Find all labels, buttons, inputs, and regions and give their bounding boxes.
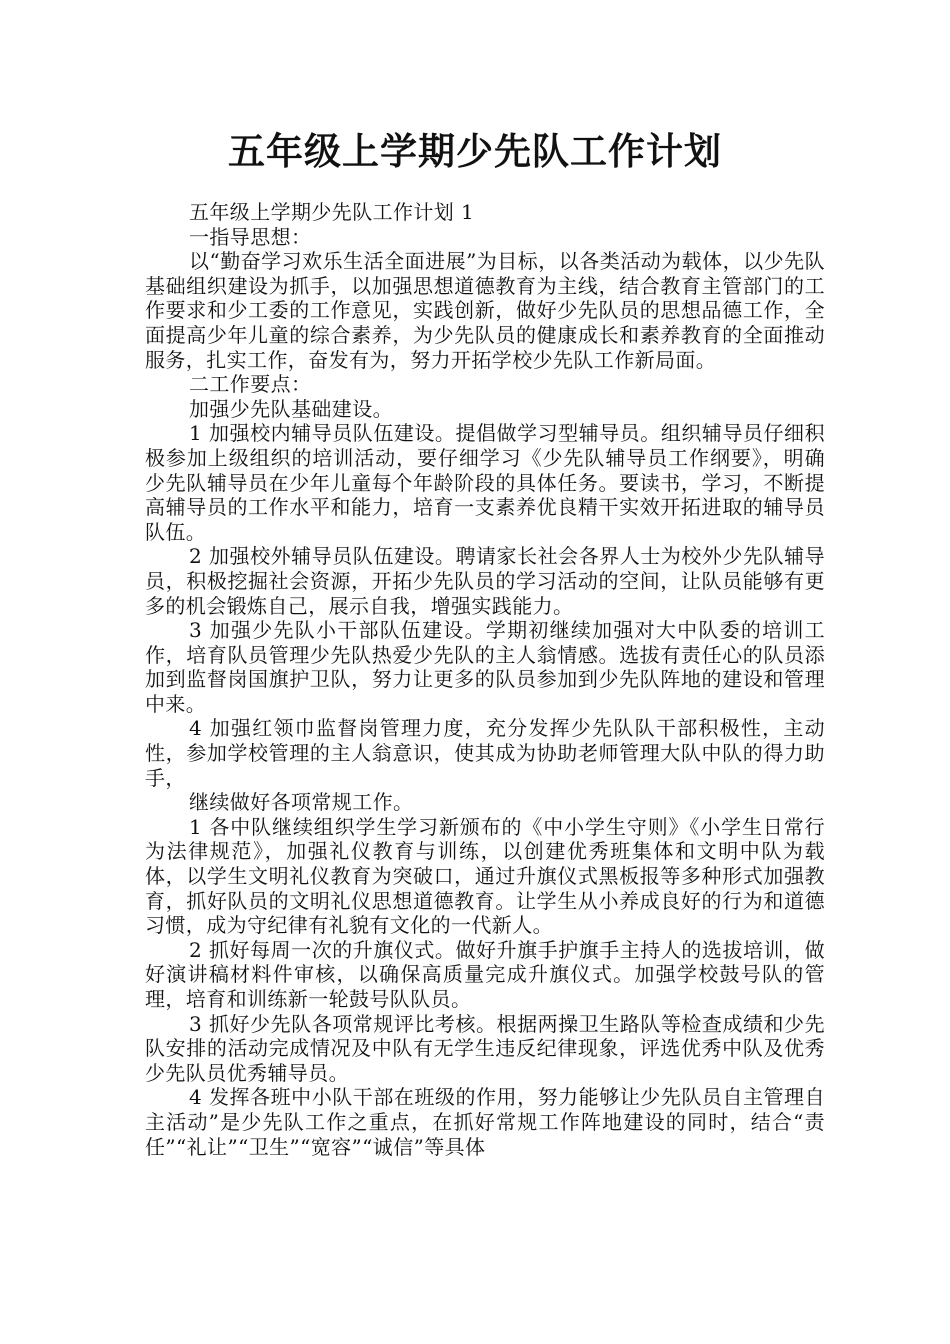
paragraph-guiding-ideology-text: 以“勤奋学习欢乐生活全面进展”为目标，以各类活动为载体，以少先队基础组织建设为抓手，以加强思想道德教育为主线，结合教育主管部门的工作要求和少工委的工作意见，实践创新，做好少先队员的思想品德工作，全面提高少年儿童的综合素养，为少先队员的健康成长和素养教育的全面推动服务，扎实工作，奋发有为，努力开拓学校少先队工作新局面。 <box>145 249 825 372</box>
paragraph-item-2-external-counselors: 2 加强校外辅导员队伍建设。聘请家长社会各界人士为校外少先队辅导员，积极挖掘社会资源，开拓少先队员的学习活动的空间，让队员能够有更多的机会锻炼自己，展示自我，增强实践能力。 <box>145 544 825 618</box>
paragraph-heading-plan-1: 五年级上学期少先队工作计划 1 <box>189 200 475 224</box>
paragraph-routine-item-1-code-of-conduct: 1 各中队继续组织学生学习新颁布的《中小学生守则》《小学生日常行为法律规范》，加强礼仪教育与训练，以创建优秀班集体和文明中队为载体，以学生文明礼仪教育为突破口，通过升旗仪式黑板报等多种形式加强教育，抓好队员的文明礼仪思想道德教育。让学生从小养成良好的行为和道德习惯，成为守纪律有礼貌有文化的一代新人。 <box>145 814 825 938</box>
paragraph-item-3-student-cadres: 3 加强少先队小干部队伍建设。学期初继续加强对大中队委的培训工作，培育队员管理少先队热爱少先队的主人翁情感。选拔有责任心的队员添加到监督岗国旗护卫队，努力让更多的队员参加到少先队阵地的建设和管理中来。 <box>145 618 825 716</box>
paragraph-item-4-red-scarf-supervision: 4 加强红领巾监督岗管理力度，充分发挥少先队队干部积极性，主动性，参加学校管理的主人翁意识，使其成为协助老师管理大队中队的得力助手， <box>145 716 825 790</box>
paragraph-subsection-basic-construction: 加强少先队基础建设。 <box>189 396 393 421</box>
document-body <box>145 200 825 1159</box>
paragraph-routine-item-3-evaluation: 3 抓好少先队各项常规评比考核。根据两操卫生路队等检查成绩和少先队安排的活动完成情况及中队有无学生违反纪律现象，评选优秀中队及优秀少先队员优秀辅导员。 <box>145 1011 825 1085</box>
paragraph-section-work-points: 二工作要点： <box>189 372 312 397</box>
paragraph-routine-item-2-flag-ceremony: 2 抓好每周一次的升旗仪式。做好升旗手护旗手主持人的选拔培训，做好演讲稿材料件审核，以确保高质量完成升旗仪式。加强学校鼓号队的管理，培育和训练新一轮鼓号队队员。 <box>145 937 825 1011</box>
paragraph-subsection-routine-work: 继续做好各项常规工作。 <box>189 790 414 815</box>
paragraph-routine-item-4-self-management: 4 发挥各班中小队干部在班级的作用，努力能够让少先队员自主管理自主活动”是少先队工作之重点，在抓好常规工作阵地建设的同时，结合“责任”“礼让”“卫生”“宽容”“诚信”等具体 <box>145 1085 825 1159</box>
document-title: 五年级上学期少先队工作计划 <box>228 130 722 173</box>
paragraph-item-1-internal-counselors: 1 加强校内辅导员队伍建设。提倡做学习型辅导员。组织辅导员仔细积极参加上级组织的培训活动，要仔细学习《少先队辅导员工作纲要》，明确少先队辅导员在少年儿童每个年龄阶段的具体任务。要读书，学习，不断提高辅导员的工作水平和能力，培育一支素养优良精干实效开拓进取的辅导员队伍。 <box>145 421 825 544</box>
paragraph-section-guiding-ideology: 一指导思想： <box>189 224 312 249</box>
